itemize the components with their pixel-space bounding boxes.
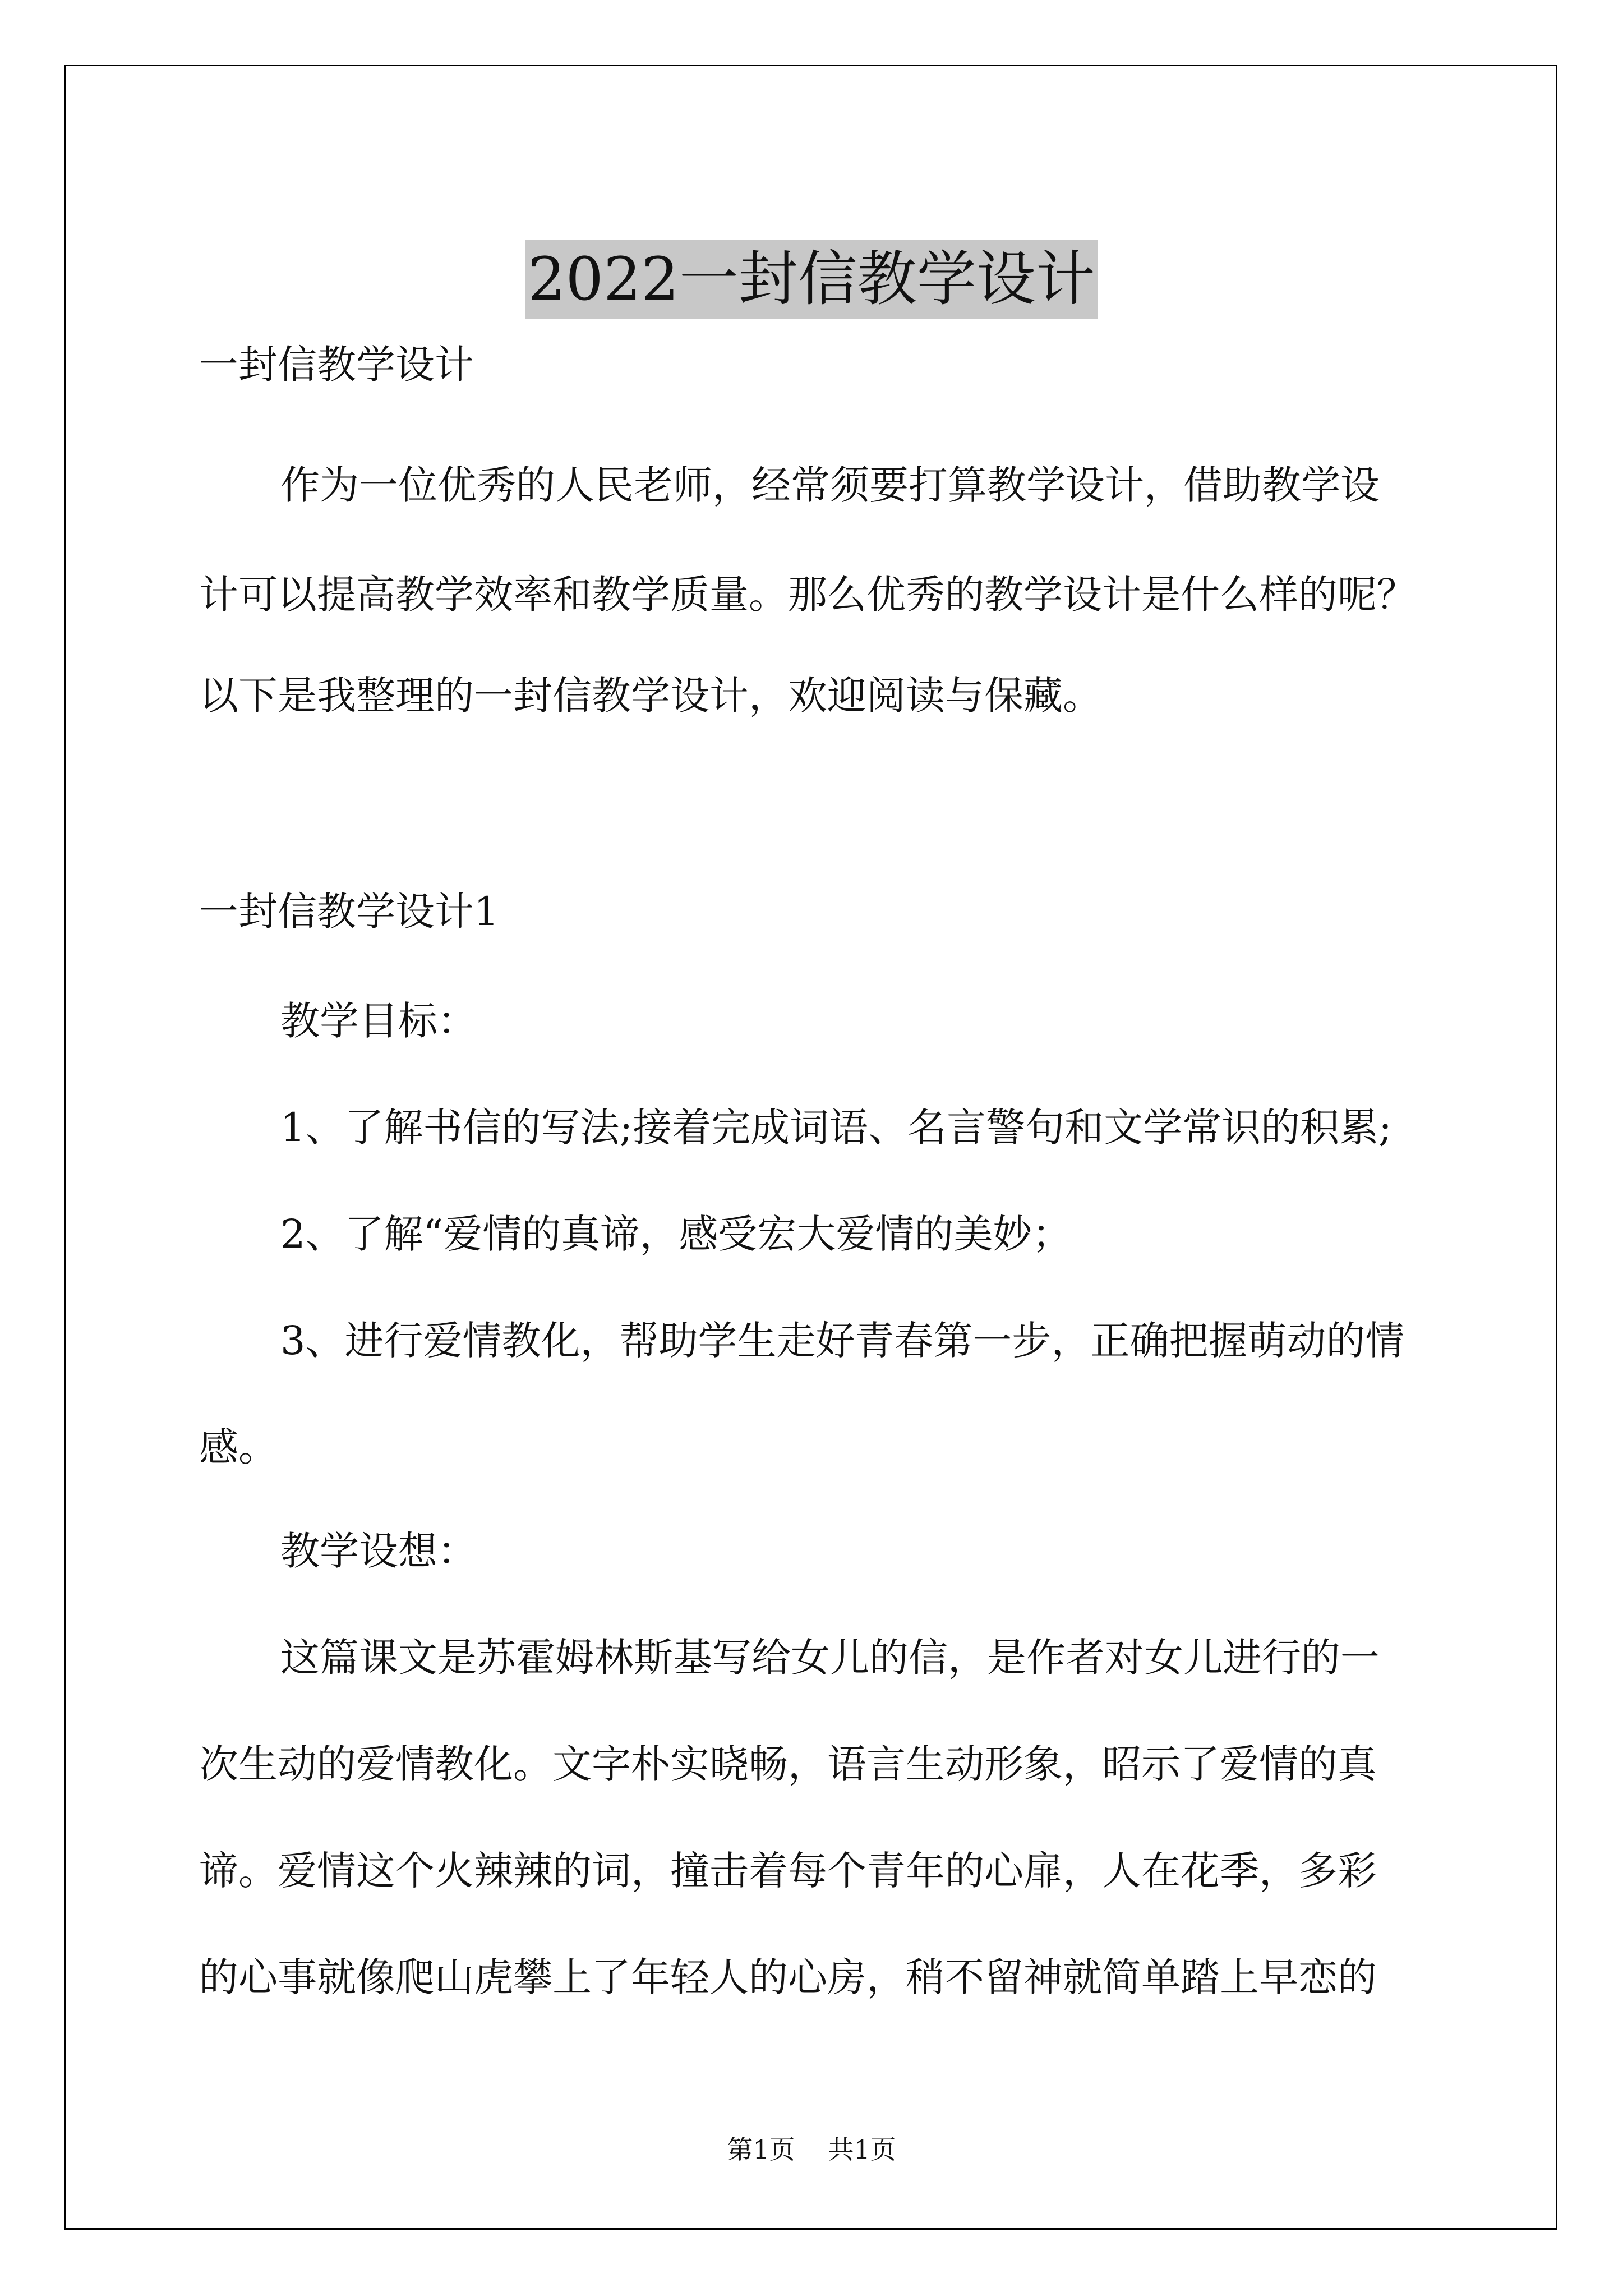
page-total: 共1页: [828, 2134, 896, 2165]
document-title: 2022一封信教学设计: [525, 240, 1098, 319]
text-line: 作为一位优秀的人民老师，经常须要打算教学设计，借助教学设: [280, 462, 1380, 508]
text-line: 3、进行爱情教化，帮助学生走好青春第一步，正确把握萌动的情: [280, 1318, 1405, 1364]
text-line: 教学目标：: [280, 998, 477, 1044]
text-line: 这篇课文是苏霍姆林斯基写给女儿的信，是作者对女儿进行的一: [280, 1635, 1380, 1681]
text-line: 2、了解“爱情的真谛，感受宏大爱情的美妙；: [280, 1211, 1072, 1257]
title-container: [0, 200, 1623, 358]
text-line: 以下是我整理的一封信教学设计，欢迎阅读与保藏。: [199, 673, 1102, 719]
page-number: 第1页: [727, 2134, 795, 2165]
text-line: 计可以提高教学效率和教学质量。那么优秀的教学设计是什么样的呢？: [199, 572, 1416, 618]
text-line: 感。: [199, 1424, 278, 1470]
page-footer: [0, 2133, 1623, 2166]
text-line: 谛。爱情这个火辣辣的词，撞击着每个青年的心扉，人在花季，多彩: [199, 1848, 1377, 1894]
section-heading: 一封信教学设计1: [199, 889, 499, 935]
text-line: 次生动的爱情教化。文字朴实晓畅，语言生动形象，昭示了爱情的真: [199, 1741, 1377, 1787]
text-line: 的心事就像爬山虎攀上了年轻人的心房，稍不留神就简单踏上早恋的: [199, 1954, 1377, 2000]
text-line: 1、了解书信的写法;接着完成词语、名言警句和文学常识的积累;: [280, 1105, 1392, 1151]
text-line: 教学设想：: [280, 1528, 477, 1574]
text-line: 一封信教学设计: [199, 342, 474, 388]
